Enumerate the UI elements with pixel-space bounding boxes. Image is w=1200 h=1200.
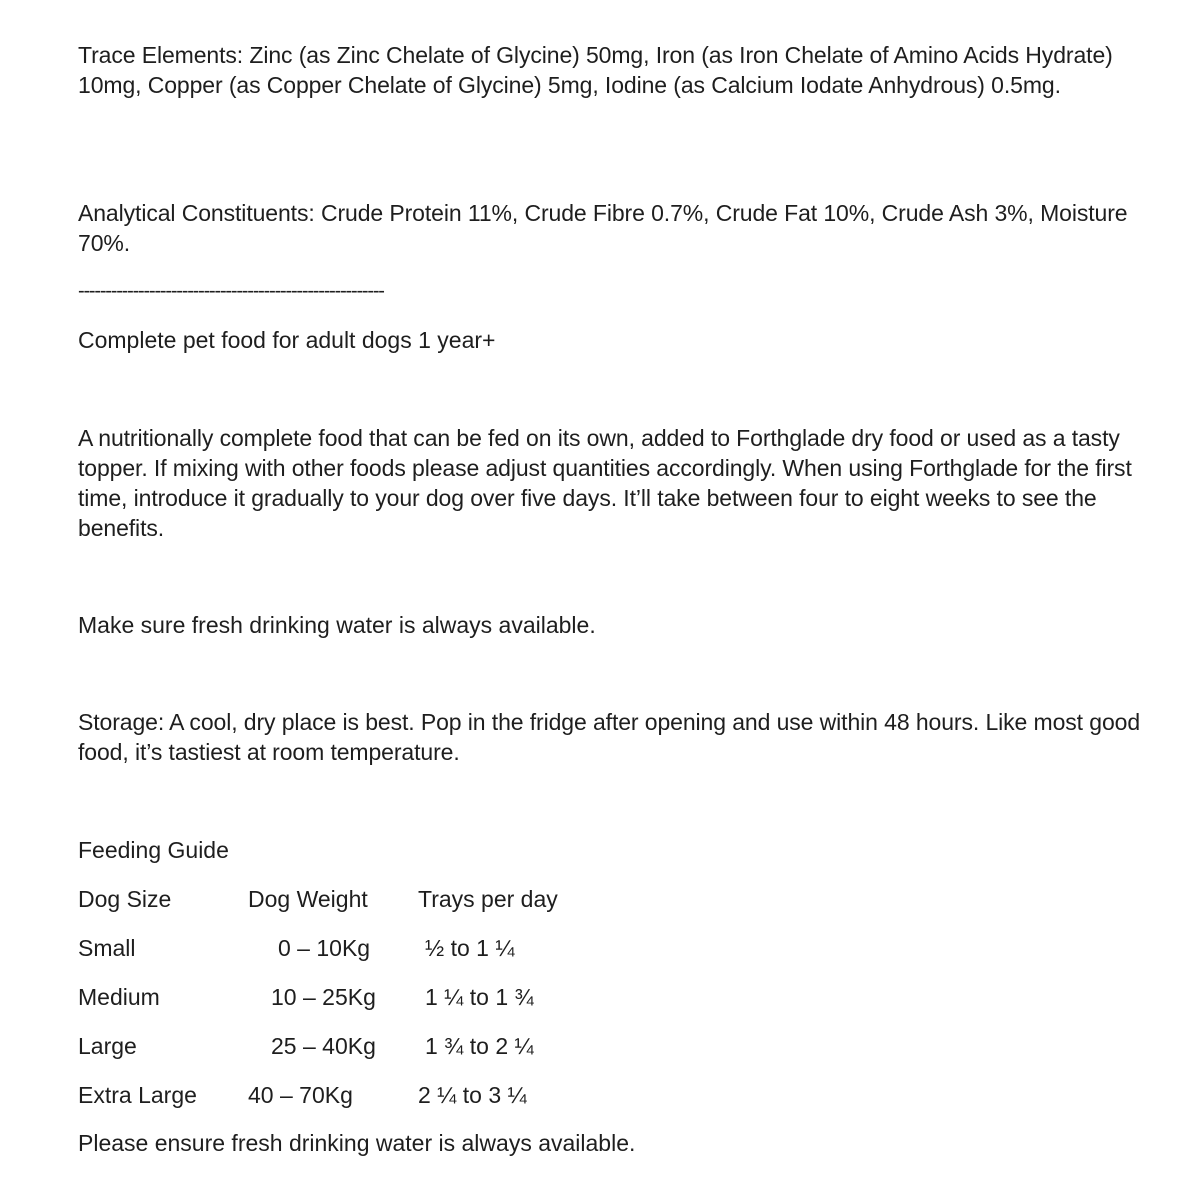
header-dog-weight: Dog Weight — [248, 886, 368, 912]
dashed-divider: -------------------------------------------------------- — [78, 280, 384, 302]
row-dog-size: Medium — [78, 984, 160, 1010]
complete-food-statement: Complete pet food for adult dogs 1 year+ — [78, 327, 496, 353]
row-dog-size: Extra Large — [78, 1082, 197, 1108]
feeding-guide-water-note: Please ensure fresh drinking water is always available. — [78, 1130, 636, 1156]
row-dog-weight: 40 – 70Kg — [248, 1082, 353, 1108]
storage-paragraph: Storage: A cool, dry place is best. Pop in the fridge after opening and use within 48 hours. Like most good food, it’s tastiest at room temperature. — [78, 709, 1141, 765]
row-trays-per-day: ½ to 1 ¼ — [425, 935, 515, 961]
row-dog-weight: 10 – 25Kg — [271, 984, 376, 1010]
row-trays-per-day: 1 ¾ to 2 ¼ — [425, 1033, 534, 1059]
water-availability-note: Make sure fresh drinking water is always available. — [78, 612, 596, 638]
row-dog-size: Small — [78, 935, 136, 961]
trace-elements-paragraph: Trace Elements: Zinc (as Zinc Chelate of Glycine) 50mg, Iron (as Iron Chelate of Amino Acids Hydrate) 10mg, Copper (as Copper Chelate of Glycine) 5mg, Iodine (as Calcium Iodate Anhydrous) 0.5mg. — [78, 42, 1113, 98]
row-dog-weight: 25 – 40Kg — [271, 1033, 376, 1059]
row-trays-per-day: 2 ¼ to 3 ¼ — [418, 1082, 527, 1108]
feeding-description-paragraph: A nutritionally complete food that can be fed on its own, added to Forthglade dry food or used as a tasty topper. If mixing with other foods please adjust quantities accordingly. When using Forthglade for the first time, introduce it gradually to your dog over five days. It’ll take between four to eight weeks to see the benefits. — [78, 425, 1132, 541]
header-dog-size: Dog Size — [78, 886, 172, 912]
row-dog-weight: 0 – 10Kg — [278, 935, 371, 961]
header-trays-per-day: Trays per day — [418, 886, 558, 912]
row-trays-per-day: 1 ¼ to 1 ¾ — [425, 984, 534, 1010]
feeding-guide-title: Feeding Guide — [78, 837, 229, 863]
analytical-constituents-paragraph: Analytical Constituents: Crude Protein 11%, Crude Fibre 0.7%, Crude Fat 10%, Crude Ash 3%, Moisture 70%. — [78, 200, 1128, 256]
row-dog-size: Large — [78, 1033, 137, 1059]
